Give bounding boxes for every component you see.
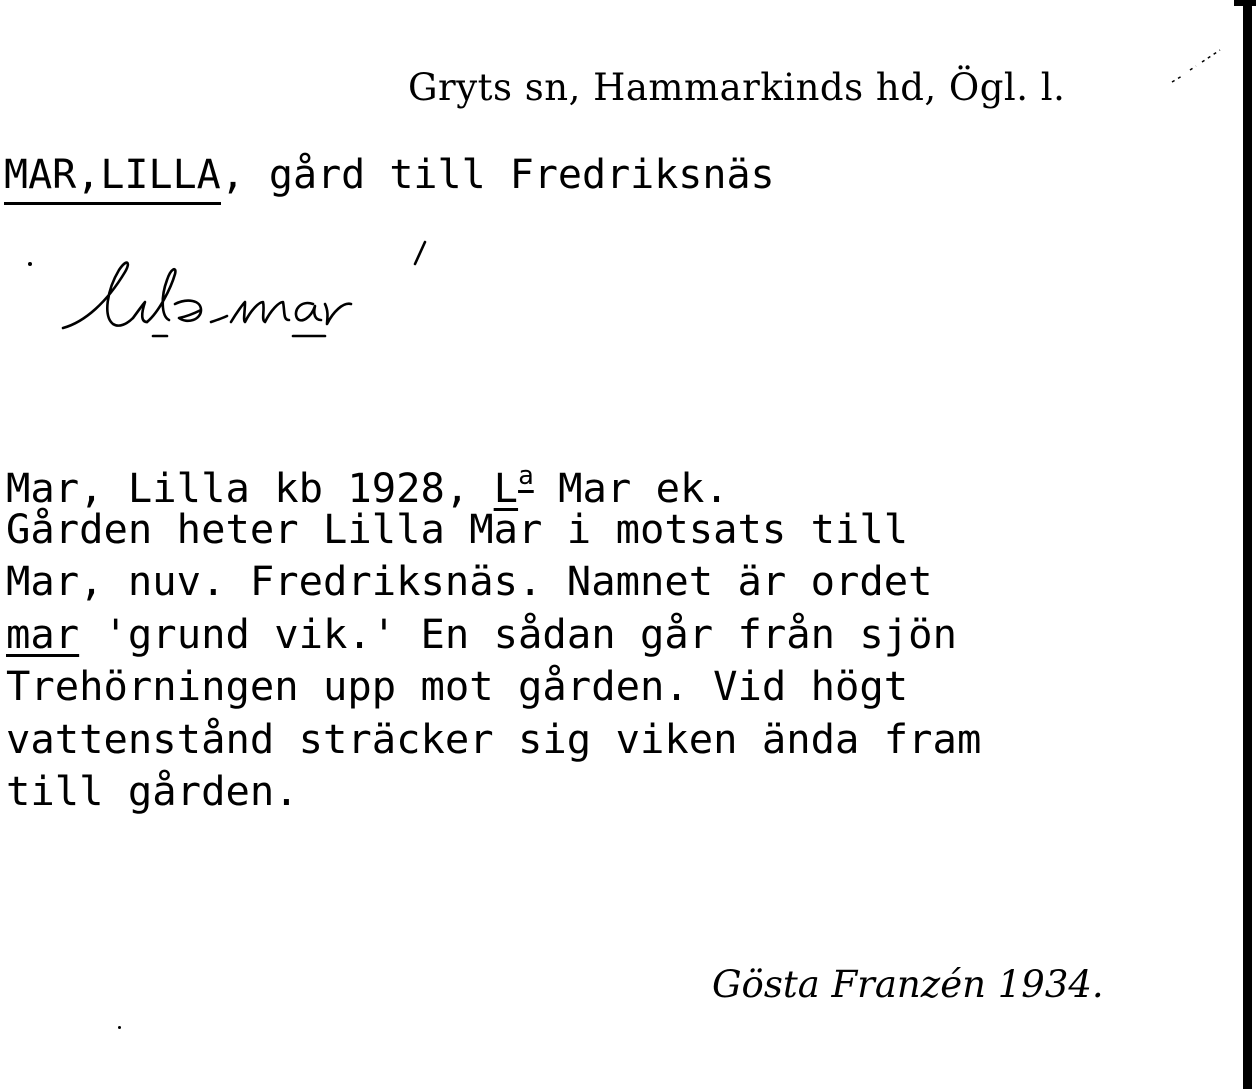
- body-line-3: Mar, nuv. Fredriksnäs. Namnet är ordet: [6, 557, 933, 605]
- headline-description: , gård till Fredriksnäs: [220, 152, 775, 198]
- body-line-1: Mar, Lilla kb 1928, $L^a$ Mar ek.: [6, 461, 729, 512]
- handwritten-pronunciation: [55, 232, 465, 372]
- body-line-5: Trehörningen upp mot gården. Vid högt: [6, 662, 909, 710]
- body-line-7: till gården.: [6, 767, 299, 815]
- body-line-6: vattenstånd sträcker sig viken ända fram: [6, 714, 982, 763]
- body-line-4: mar 'grund vik.' En sådan går från sjön: [6, 609, 957, 658]
- paper-speck: [28, 262, 32, 266]
- corner-pencil-mark: [1168, 48, 1224, 88]
- signature: Gösta Franzén 1934.: [712, 963, 1104, 1006]
- headword: MAR,LILLA: [4, 152, 221, 205]
- card-body: [6, 450, 981, 818]
- paper-speck: [118, 1026, 121, 1029]
- body-line-2: Gården heter Lilla Mar i motsats till: [6, 504, 909, 553]
- parish-header: Gryts sn, Hammarkinds hd, Ögl. l.: [408, 66, 1066, 109]
- dialect-word: mar: [6, 609, 80, 658]
- headline: [4, 152, 775, 198]
- card-right-edge: [1243, 0, 1252, 1089]
